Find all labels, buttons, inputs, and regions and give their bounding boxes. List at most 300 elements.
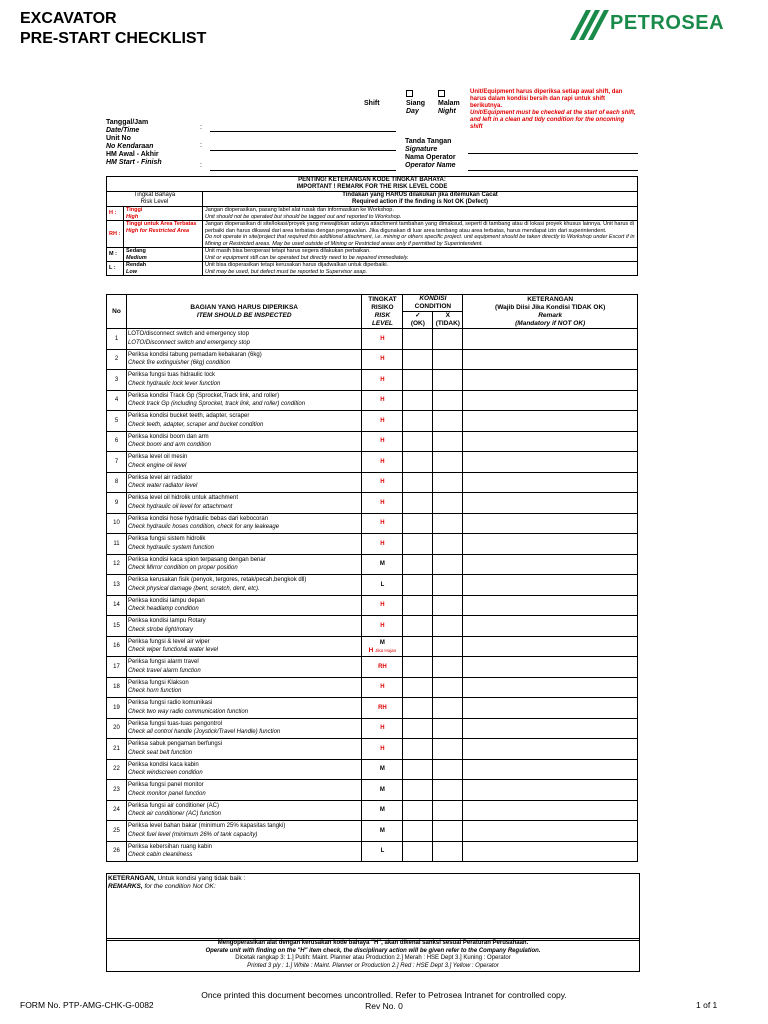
ok-checkbox-cell[interactable] (403, 431, 433, 452)
ok-checkbox-cell[interactable] (403, 370, 433, 391)
revision-number: Rev No. 0 (365, 1001, 403, 1011)
risk-sub-note: Jika Hujan (375, 648, 397, 653)
remark-cell[interactable] (463, 472, 638, 493)
remark-cell[interactable] (463, 595, 638, 616)
risk-action-en: Do not operate in site/project that required this additional attachment, i.e. mining or others specific project. unit equipment should be taken directly to Workshop under Escort if in Mining or Restricted areas. May be used outside of Mining or Restricted areas only if permitted by Superintendent. (205, 234, 635, 247)
item-description (126, 554, 361, 575)
risk-action-id: Unit bisa dioperasikan tetapi kerusakan harus dijadwalkan untuk diperbaiki. (205, 262, 389, 268)
item-risk-level (362, 431, 403, 452)
item-risk-level (362, 718, 403, 739)
remarks-label-id: KETERANGAN, (108, 875, 156, 882)
remark-cell[interactable] (463, 349, 638, 370)
col-cond-head (403, 295, 463, 312)
not-ok-checkbox-cell[interactable] (433, 534, 463, 555)
info-fields (106, 119, 162, 167)
item-number: 2 (107, 349, 127, 370)
risk-row-low (107, 262, 638, 276)
colon: : (200, 162, 202, 169)
ok-checkbox-cell[interactable] (403, 841, 433, 862)
ok-checkbox-cell[interactable] (403, 821, 433, 842)
remark-cell[interactable] (463, 698, 638, 719)
page-number: 1 of 1 (696, 1000, 718, 1010)
item-number: 25 (107, 821, 127, 842)
ok-checkbox-cell[interactable] (403, 390, 433, 411)
remark-cell[interactable] (463, 800, 638, 821)
remarks-box[interactable] (106, 873, 640, 941)
shift-night-id: Malam (438, 100, 460, 107)
item-description (126, 534, 361, 555)
item-risk-level (362, 575, 403, 596)
not-ok-checkbox-cell[interactable] (433, 370, 463, 391)
item-risk-level (362, 493, 403, 514)
risk-row-medium (107, 248, 638, 262)
remark-cell[interactable] (463, 329, 638, 350)
shift-night-option[interactable] (438, 90, 460, 116)
risk-code: H (380, 499, 385, 506)
not-ok-checkbox-cell[interactable] (433, 472, 463, 493)
risk-code: H (380, 356, 385, 362)
ok-checkbox-cell[interactable] (403, 575, 433, 596)
shift-day-option[interactable] (406, 90, 425, 116)
ok-checkbox-cell[interactable] (403, 513, 433, 534)
item-text-en: LOTO/Disconnect switch and emergency stop (127, 339, 250, 346)
col-item-head (126, 295, 361, 329)
item-text-id: Periksa kondisi Track Gp (Sprocket,Track link, and roller) (127, 392, 280, 399)
remark-cell[interactable] (463, 513, 638, 534)
ok-checkbox-cell[interactable] (403, 472, 433, 493)
remark-cell[interactable] (463, 411, 638, 432)
ok-checkbox-cell[interactable] (403, 698, 433, 719)
item-text-id: Periksa level air radiator (127, 474, 193, 481)
table-row (107, 780, 638, 801)
item-risk-level (362, 513, 403, 534)
item-text-id: Periksa kondisi bucket teeth, adapter, scraper (127, 413, 250, 420)
risk-row-restricted (107, 221, 638, 248)
item-risk-level (362, 472, 403, 493)
checkbox-icon[interactable] (438, 90, 445, 97)
operator-name-field[interactable] (468, 170, 638, 171)
col-risk-head (362, 295, 403, 329)
ok-checkbox-cell[interactable] (403, 349, 433, 370)
item-text-id: LOTO/disconnect switch and emergency stop (127, 331, 249, 338)
hm-label-en: HM Start - Finish (106, 159, 162, 166)
item-description (126, 718, 361, 739)
remark-cell[interactable] (463, 616, 638, 637)
not-ok-checkbox-cell[interactable] (433, 636, 463, 657)
item-risk-level (362, 411, 403, 432)
checklist-header-row (107, 295, 638, 312)
form-number: FORM No. PTP-AMG-CHK-G-0082 (20, 1000, 154, 1010)
ok-checkbox-cell[interactable] (403, 493, 433, 514)
item-description (126, 739, 361, 760)
item-number: 11 (107, 534, 127, 555)
risk-code: M (379, 807, 385, 813)
item-text-id: Periksa kondisi boom dan arm (127, 433, 209, 440)
item-number: 18 (107, 677, 127, 698)
shift-note-id: Unit/Equipment harus diperiksa setiap awal shift, dan harus dalam kondisi bersih dan rapi untuk shift berikutnya. (470, 89, 623, 109)
unit-field[interactable] (210, 150, 396, 151)
risk-code: RH (378, 663, 387, 670)
not-ok-checkbox-cell[interactable] (433, 513, 463, 534)
remark-cell[interactable] (463, 431, 638, 452)
item-text-en: Check teeth, adapter, scraper and bucket condition (127, 421, 264, 428)
item-number: 26 (107, 841, 127, 862)
item-text-en: Check fire extinguisher (6kg) condition (127, 360, 231, 367)
x-label: (TIDAK) (435, 320, 460, 327)
risk-code: M (379, 766, 385, 772)
operator-name-label: Nama Operator (405, 154, 456, 161)
checkbox-icon[interactable] (406, 90, 413, 97)
risk-col2-en: Required action if the finding is Not OK (Defect) (351, 199, 488, 205)
shift-label: Shift (364, 100, 380, 107)
item-text-id: Periksa fungsi Klakson (127, 679, 189, 686)
item-text-id: Periksa level oil hidrolik untuk attachment (127, 495, 239, 502)
item-text-id: Periksa kondisi tabung pemadam kebakaran (6kg) (127, 351, 262, 358)
ok-checkbox-cell[interactable] (403, 329, 433, 350)
risk-action (203, 262, 638, 276)
risk-name (124, 207, 203, 221)
item-number: 24 (107, 800, 127, 821)
shift-day-id: Siang (406, 100, 426, 107)
copies-id: Dicetak rangkap 3: 1.] Putih: Maint. Planner atau Production 2.] Merah : HSE Dept 3.] Kuning : Operator (235, 955, 511, 961)
risk-action-en: Unit should not be operated but should be tagged out and reported to Workshop. (205, 213, 402, 220)
ok-checkbox-cell[interactable] (403, 554, 433, 575)
item-text-en: Check wiper function& water level (127, 647, 219, 654)
not-ok-checkbox-cell[interactable] (433, 411, 463, 432)
risk-code: H (380, 622, 385, 629)
remark-cell[interactable] (463, 841, 638, 862)
ok-checkbox-cell[interactable] (403, 718, 433, 739)
risk-col2-head (203, 192, 638, 207)
remark-cell[interactable] (463, 657, 638, 678)
risk-code: L (380, 581, 385, 588)
risk-name (124, 248, 203, 262)
ok-checkbox-cell[interactable] (403, 800, 433, 821)
not-ok-checkbox-cell[interactable] (433, 349, 463, 370)
table-row (107, 616, 638, 637)
table-row (107, 534, 638, 555)
not-ok-checkbox-cell[interactable] (433, 841, 463, 862)
unit-label-en: No Kendaraan (106, 143, 154, 150)
remark-cell[interactable] (463, 718, 638, 739)
not-ok-checkbox-cell[interactable] (433, 329, 463, 350)
risk-action-id: Unit masih bisa beroperasi tetapi harus segera dilakukan perbaikan. (205, 248, 371, 254)
check-mark-icon: ✓ (415, 312, 421, 319)
item-description (126, 698, 361, 719)
risk-head-id: PENTING! KETERANGAN KODE TINGKAT BAHAYA: (298, 177, 446, 183)
risk-row-high (107, 207, 638, 221)
risk-code: H (380, 684, 385, 690)
signature-field[interactable] (468, 153, 638, 154)
item-text-en: Check physical damage (bent, scratch, dent, etc). (127, 585, 260, 592)
item-text-en: Check hydraulic hoses condition, check for any leakeage (127, 524, 280, 531)
item-text-id: Periksa kondisi kaca kabin (127, 761, 199, 768)
item-number: 12 (107, 554, 127, 575)
table-row (107, 841, 638, 862)
risk-name-en: High (126, 213, 139, 220)
item-risk-level (362, 841, 403, 862)
not-ok-checkbox-cell[interactable] (433, 657, 463, 678)
remarks-label-en: REMARKS, (108, 883, 143, 890)
not-ok-checkbox-cell[interactable] (433, 821, 463, 842)
operator-name-label-en: Operator Name (405, 162, 456, 169)
item-text-id: Periksa fungsi alarm travel (127, 659, 199, 666)
remark-cell[interactable] (463, 821, 638, 842)
item-risk-level (362, 698, 403, 719)
item-text-id: Periksa kondisi kaca spion terpasang dengan benar (127, 556, 266, 563)
not-ok-checkbox-cell[interactable] (433, 452, 463, 473)
col-rem-id: KETERANGAN (527, 295, 574, 303)
x-mark-icon: X (445, 312, 451, 319)
item-text-en: Check strobe light/rotary (127, 626, 193, 633)
ok-checkbox-cell[interactable] (403, 677, 433, 698)
item-text-en: Check all control handle (Joystick/Travel Handle) function (127, 729, 281, 736)
item-risk-level (362, 390, 403, 411)
ok-checkbox-cell[interactable] (403, 411, 433, 432)
item-text-en: Check hydraulic system function (127, 544, 215, 551)
ok-checkbox-cell[interactable] (403, 452, 433, 473)
item-description (126, 329, 361, 350)
item-risk-level (362, 452, 403, 473)
risk-code: L : (107, 262, 124, 276)
not-ok-checkbox-cell[interactable] (433, 677, 463, 698)
item-risk-level (362, 821, 403, 842)
item-text-en: Check seat belt function (127, 749, 193, 756)
table-row (107, 554, 638, 575)
remark-cell[interactable] (463, 575, 638, 596)
item-text-en: Check track Gp (including Sprocket, track link, and roller) condition (127, 401, 306, 408)
remark-cell[interactable] (463, 493, 638, 514)
item-text-id: Periksa fungsi radio komunikasi (127, 700, 213, 707)
item-risk-level (362, 595, 403, 616)
ok-checkbox-cell[interactable] (403, 616, 433, 637)
col-risk-4: LEVEL (371, 319, 393, 327)
table-row (107, 472, 638, 493)
risk-col1-head (107, 192, 203, 207)
uncontrolled-note: Once printed this document becomes uncontrolled. Refer to Petrosea Intranet for controlled copy. (201, 990, 567, 1000)
item-text-id: Periksa fungsi tuas hidraulic lock (127, 372, 216, 379)
item-description (126, 370, 361, 391)
table-row (107, 800, 638, 821)
ok-label: (OK) (410, 320, 425, 327)
item-text-en: Check windscreen condition (127, 770, 203, 777)
risk-name-id: Tinggi untuk Area Terbatas (126, 221, 197, 227)
not-ok-checkbox-cell[interactable] (433, 739, 463, 760)
remark-cell[interactable] (463, 636, 638, 657)
risk-action-en: Unit may be used, but defect must be reported to Supervisor asap. (205, 268, 368, 275)
date-label-en: Date/Time (106, 127, 140, 134)
risk-code: H (380, 745, 385, 752)
col-x-head (433, 312, 463, 329)
risk-code: H (380, 479, 385, 485)
item-risk-level (362, 329, 403, 350)
risk-action-en: Unit or equipment still can be operated but directly need to be repaired immediately. (205, 254, 409, 261)
item-risk-level (362, 616, 403, 637)
sign-fields (405, 138, 456, 170)
petrosea-logo (572, 8, 752, 42)
item-number: 6 (107, 431, 127, 452)
risk-col1-id: Tingkat Bahaya (133, 192, 176, 198)
risk-code: H (380, 335, 385, 342)
item-number: 19 (107, 698, 127, 719)
risk-name (124, 221, 203, 248)
item-risk-level (362, 677, 403, 698)
table-row (107, 575, 638, 596)
item-text-id: Periksa fungsi panel monitor (127, 782, 204, 789)
sanction-id: Mengoperasikan alat dengan kerusakan kode bahaya "H", akan dikenai sanksi sesuai Peraturan Perusahaan. (217, 940, 529, 946)
ok-checkbox-cell[interactable] (403, 780, 433, 801)
logo-text: PETROSEA (610, 12, 725, 34)
item-description (126, 513, 361, 534)
item-number: 10 (107, 513, 127, 534)
col-cond-id: KONDISI (419, 295, 447, 302)
shift-day-en: Day (406, 108, 419, 115)
item-number: 7 (107, 452, 127, 473)
remark-cell[interactable] (463, 452, 638, 473)
item-risk-level (362, 349, 403, 370)
item-risk-level (362, 554, 403, 575)
col-rem-en: Remark (538, 311, 563, 319)
item-text-id: Periksa kondisi lampu Rotary (127, 618, 206, 625)
item-number: 17 (107, 657, 127, 678)
col-ok-head (403, 312, 433, 329)
remarks-label-id-rest: Untuk kondisi yang tidak baik : (155, 875, 246, 882)
item-number: 13 (107, 575, 127, 596)
remark-cell[interactable] (463, 554, 638, 575)
risk-name-id: Rendah (126, 262, 147, 268)
shift-night-en: Night (438, 108, 456, 115)
not-ok-checkbox-cell[interactable] (433, 493, 463, 514)
item-risk-level: M H Jika Hujan (362, 636, 403, 657)
unit-label: Unit No (106, 135, 131, 142)
ok-checkbox-cell[interactable] (403, 595, 433, 616)
ok-checkbox-cell[interactable] (403, 759, 433, 780)
checklist-table (106, 294, 638, 862)
table-row (107, 390, 638, 411)
not-ok-checkbox-cell[interactable] (433, 759, 463, 780)
not-ok-checkbox-cell[interactable] (433, 431, 463, 452)
col-risk-1: TINGKAT (368, 295, 397, 303)
item-number: 9 (107, 493, 127, 514)
col-item-en: ITEM SHOULD BE INSPECTED (196, 311, 292, 319)
hm-field[interactable] (210, 170, 396, 171)
not-ok-checkbox-cell[interactable] (433, 800, 463, 821)
item-text-en: Check two way radio communication function (127, 708, 249, 715)
remark-cell[interactable] (463, 370, 638, 391)
ok-checkbox-cell[interactable] (403, 636, 433, 657)
remark-cell[interactable] (463, 759, 638, 780)
col-risk-2: RISIKO (371, 303, 394, 311)
not-ok-checkbox-cell[interactable] (433, 698, 463, 719)
item-description (126, 677, 361, 698)
risk-action (203, 221, 638, 248)
date-field[interactable] (210, 131, 396, 132)
not-ok-checkbox-cell[interactable] (433, 780, 463, 801)
item-description (126, 431, 361, 452)
remark-cell[interactable] (463, 739, 638, 760)
table-row (107, 452, 638, 473)
not-ok-checkbox-cell[interactable] (433, 718, 463, 739)
item-number: 3 (107, 370, 127, 391)
ok-checkbox-cell[interactable] (403, 534, 433, 555)
risk-code: H (380, 397, 385, 403)
item-risk-level (362, 780, 403, 801)
risk-code: M (379, 561, 385, 567)
signature-label: Tanda Tangan (405, 138, 452, 145)
form-title-line1: EXCAVATOR (20, 10, 117, 27)
risk-code: M (379, 786, 385, 793)
item-text-id: Periksa kondisi hose hydraulic bebas dari kebocoran (127, 515, 269, 522)
ok-checkbox-cell[interactable] (403, 657, 433, 678)
remark-cell[interactable] (463, 780, 638, 801)
item-number: 14 (107, 595, 127, 616)
date-label: Tanggal/Jam (106, 119, 149, 126)
item-description (126, 759, 361, 780)
remark-cell[interactable] (463, 390, 638, 411)
item-text-en: Check cabin cleanliness (127, 852, 193, 859)
item-number: 23 (107, 780, 127, 801)
remark-cell[interactable] (463, 677, 638, 698)
remark-cell[interactable] (463, 534, 638, 555)
table-row (107, 636, 638, 657)
not-ok-checkbox-cell[interactable] (433, 595, 463, 616)
risk-name-en: Medium (126, 254, 147, 261)
item-text-en: Check air conditioner (AC) function (127, 811, 222, 818)
table-row (107, 657, 638, 678)
table-row (107, 759, 638, 780)
item-text-id: Periksa fungsi sistem hidrolik (127, 536, 206, 543)
risk-code: H (380, 376, 385, 383)
item-description (126, 657, 361, 678)
hm-label: HM Awal - Akhir (106, 151, 159, 158)
table-row (107, 329, 638, 350)
risk-action-id: Jangan dioperasikan, pasang label alat rusak dan informasikan ke Workshop. (205, 207, 394, 213)
item-text-en: Check monitor panel function (127, 790, 206, 797)
not-ok-checkbox-cell[interactable] (433, 616, 463, 637)
risk-code: H (380, 458, 385, 465)
risk-action-id: Jangan dioperasikan di site/lokasi/proyek yang mewajibkan adanya attachment tambahan yang dimaksud, seperti di tambang atau di lokasi proyek khusus lainnya. Unit harus di perbaiki dan harus dikawal dari area terbatas dengan pengawalan. Jika digunakan di luar area tambang atau area terbatas, harus mendapat izin dari superintendent. (205, 221, 634, 234)
not-ok-checkbox-cell[interactable] (433, 554, 463, 575)
item-text-en: Check hydraulic oil level for attachment (127, 503, 233, 510)
table-row (107, 739, 638, 760)
item-number: 22 (107, 759, 127, 780)
risk-code: H (380, 438, 385, 444)
table-row (107, 493, 638, 514)
risk-action (203, 248, 638, 262)
footer-notes (106, 938, 640, 972)
table-row (107, 677, 638, 698)
shift-note-en: Unit/Equipment must be checked at the start of each shift, and left in a clean and tidy condition for the oncoming shift (470, 110, 636, 130)
table-row (107, 411, 638, 432)
item-text-id: Periksa level bahan bakar (minimum 25% kapasitas tangki) (127, 823, 286, 830)
item-text-en: Check horn function (127, 688, 182, 695)
item-text-id: Periksa kerusakan fisik (penyok, tergores, retak/pecah,bengkok dll) (127, 577, 307, 584)
risk-code: H (380, 725, 385, 731)
ok-checkbox-cell[interactable] (403, 739, 433, 760)
risk-code: RH : (107, 221, 124, 248)
item-number: 1 (107, 329, 127, 350)
not-ok-checkbox-cell[interactable] (433, 390, 463, 411)
item-number: 5 (107, 411, 127, 432)
item-text-en: Check hydraulic lock lever function (127, 380, 221, 387)
table-row (107, 718, 638, 739)
item-text-en: Check boom and arm condition (127, 442, 212, 449)
risk-code: M (379, 827, 385, 834)
item-text-id: Periksa sabuk pengaman berfungsi (127, 741, 223, 748)
not-ok-checkbox-cell[interactable] (433, 575, 463, 596)
risk-name-en: High for Restricted Area (126, 227, 190, 234)
col-no-head: No (107, 295, 127, 329)
